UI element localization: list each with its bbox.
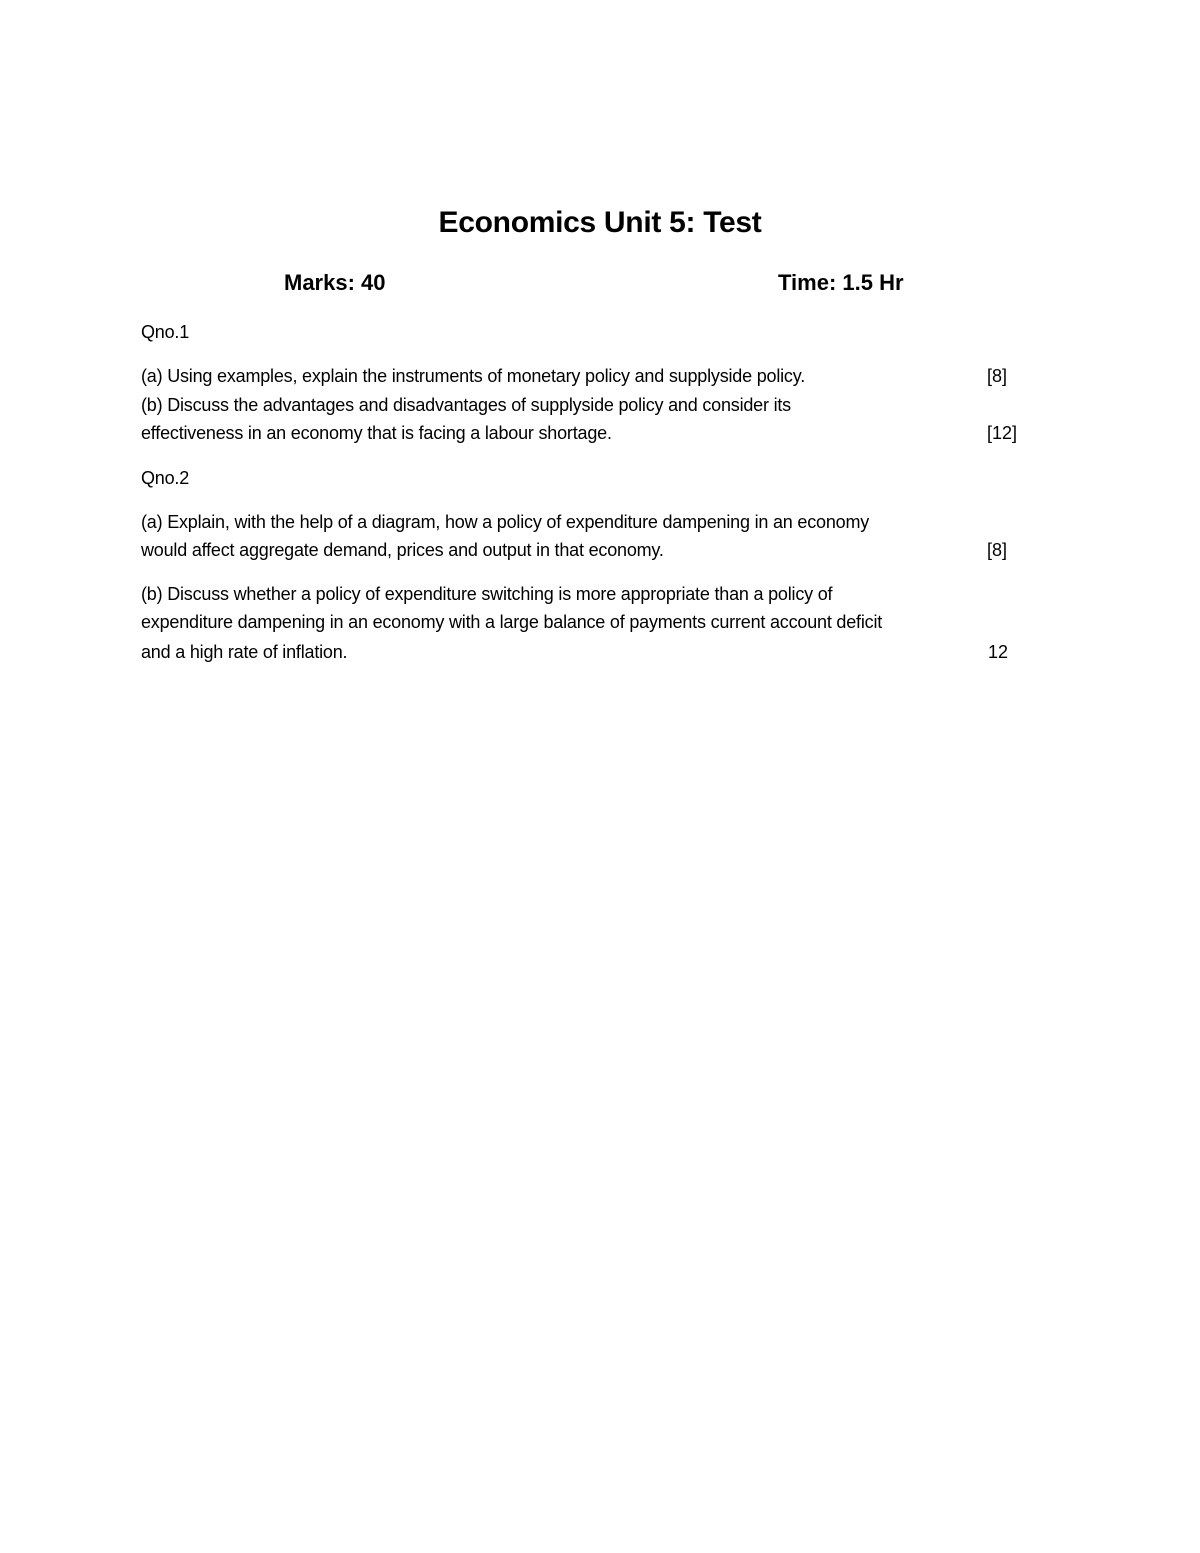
question-2b-text-line-3: and a high rate of inflation. (141, 642, 348, 662)
question-2a-text-line-2: would affect aggregate demand, prices and output in that economy. (141, 540, 664, 560)
question-2b-text-line-2: expenditure dampening in an economy with a large balance of payments current account deficit (141, 612, 883, 632)
question-1a-text-line-1: (a) Using examples, explain the instruments of monetary policy and supplyside policy. (141, 366, 805, 386)
question-2a-marks: [8] (987, 540, 1008, 560)
question-1b-marks: [12] (987, 423, 1018, 443)
question-1-heading: Qno.1 (141, 322, 190, 342)
question-2b-text-line-1: (b) Discuss whether a policy of expenditure switching is more appropriate than a policy of (141, 584, 833, 604)
page-title: Economics Unit 5: Test (438, 206, 762, 239)
question-2b-marks: 12 (988, 642, 1009, 662)
question-1b-text-line-2: effectiveness in an economy that is facing a labour shortage. (141, 423, 612, 443)
question-1a-marks: [8] (987, 366, 1008, 386)
time-allowed: Time: 1.5 Hr (778, 270, 904, 295)
question-2-heading: Qno.2 (141, 468, 190, 488)
question-2a-text-line-1: (a) Explain, with the help of a diagram, how a policy of expenditure dampening in an economy (141, 512, 870, 532)
question-1b-text-line-1: (b) Discuss the advantages and disadvantages of supplyside policy and consider its (141, 395, 791, 415)
total-marks: Marks: 40 (284, 270, 386, 295)
